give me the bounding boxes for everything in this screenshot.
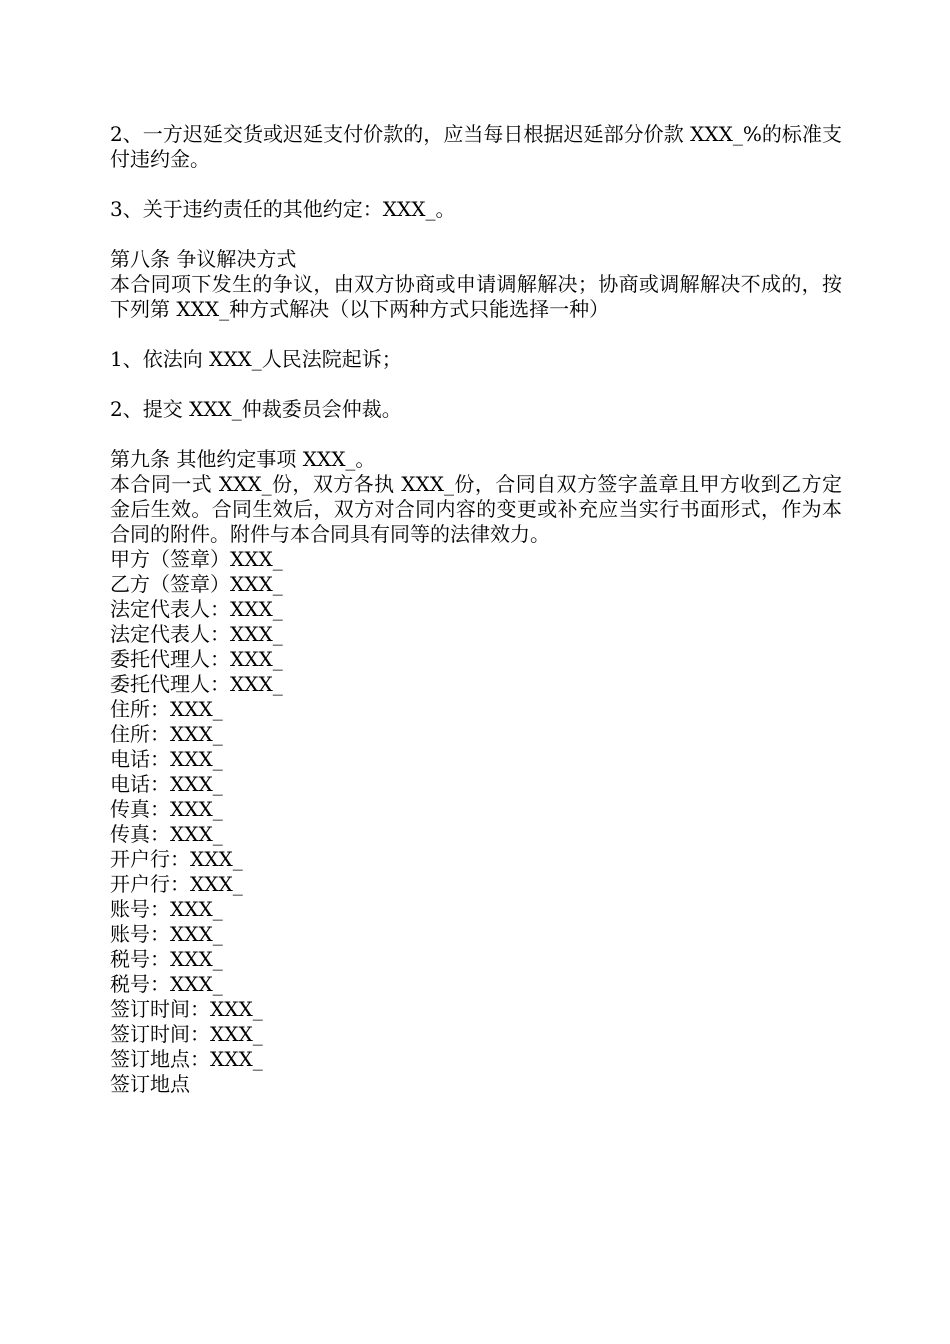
signature-line: 账号：XXX_ [110,897,223,921]
paragraph-gap [110,372,842,397]
paragraph-gap [110,172,842,197]
signature-line: 乙方（签章）XXX_ [110,572,283,596]
paragraph-gap [110,222,842,247]
signature-line: 住所：XXX_ [110,722,223,746]
paragraph-gap [110,422,842,447]
signature-line: 开户行：XXX_ [110,847,243,871]
signature-line: 电话：XXX_ [110,747,223,771]
document-page [110,122,842,1097]
signature-line: 委托代理人：XXX_ [110,647,283,671]
clause8-option1: 1、依法向 XXX_人民法院起诉； [110,347,402,371]
clause7-item2: 2、一方迟延交货或迟延支付价款的，应当每日根据迟延部分价款 XXX_%的标准支付违约金。 [110,122,842,171]
clause9-body: 本合同一式 XXX_份，双方各执 XXX_份，合同自双方签字盖章且甲方收到乙方定金后生效。合同生效后，双方对合同内容的变更或补充应当实行书面形式，作为本合同的附件。附件与本合同具有同等的法律效力。 [110,472,842,546]
signature-line: 电话：XXX_ [110,772,223,796]
signature-line: 签订地点 [110,1072,190,1096]
signature-line: 住所：XXX_ [110,697,223,721]
clause8-heading: 第八条 争议解决方式 [110,247,297,271]
signature-line: 签订时间：XXX_ [110,1022,263,1046]
clause7-item3: 3、关于违约责任的其他约定：XXX_。 [110,197,456,221]
signature-block [110,547,842,1097]
clause9-heading: 第九条 其他约定事项 XXX_。 [110,447,376,471]
signature-line: 签订时间：XXX_ [110,997,263,1021]
signature-line: 账号：XXX_ [110,922,223,946]
signature-line: 甲方（签章）XXX_ [110,547,283,571]
signature-line: 传真：XXX_ [110,797,223,821]
signature-line: 法定代表人：XXX_ [110,597,283,621]
signature-line: 签订地点：XXX_ [110,1047,263,1071]
clause8-body: 本合同项下发生的争议，由双方协商或申请调解解决；协商或调解解决不成的，按下列第 XXX_种方式解决（以下两种方式只能选择一种） [110,272,842,321]
signature-line: 委托代理人：XXX_ [110,672,283,696]
signature-line: 税号：XXX_ [110,972,223,996]
signature-line: 税号：XXX_ [110,947,223,971]
signature-line: 传真：XXX_ [110,822,223,846]
signature-line: 法定代表人：XXX_ [110,622,283,646]
paragraph-gap [110,322,842,347]
signature-line: 开户行：XXX_ [110,872,243,896]
clause8-option2: 2、提交 XXX_仲裁委员会仲裁。 [110,397,402,421]
